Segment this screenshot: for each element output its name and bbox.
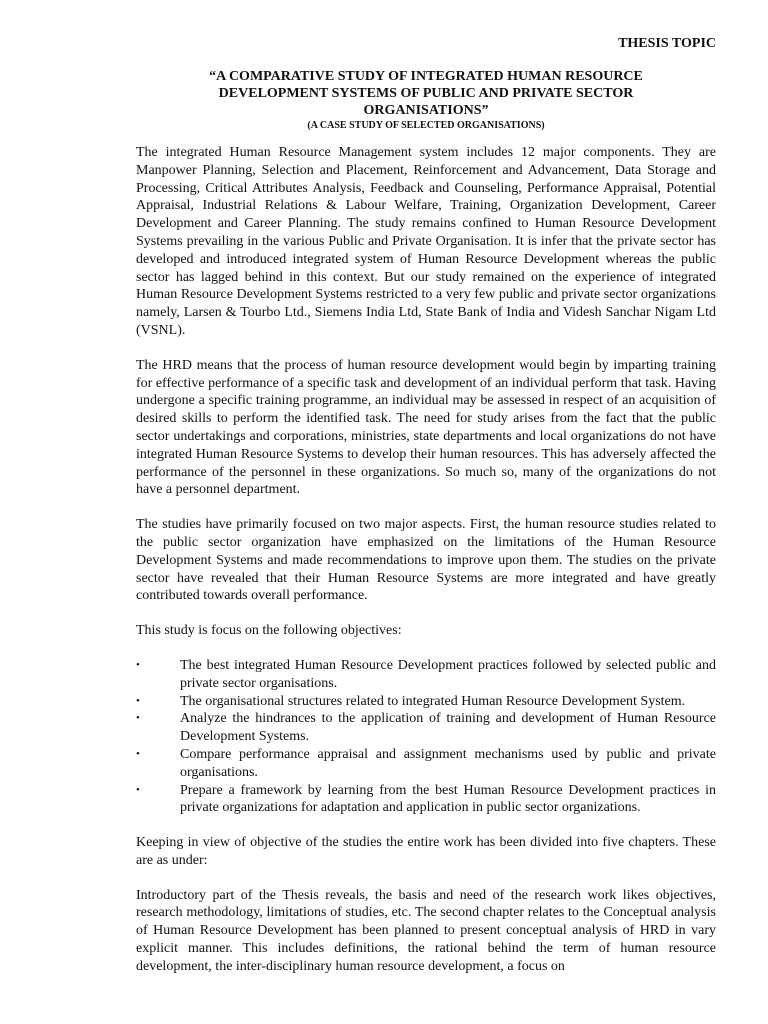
list-item-text: Analyze the hindrances to the application of training and development of Human Resource Development Systems. bbox=[180, 711, 716, 745]
list-item bbox=[136, 746, 716, 782]
thesis-title-line: “A COMPARATIVE STUDY OF INTEGRATED HUMAN RESOURCE bbox=[209, 69, 643, 84]
list-item bbox=[136, 710, 716, 746]
list-item-text: The organisational structures related to integrated Human Resource Development System. bbox=[180, 693, 686, 709]
thesis-title-line: ORGANISATIONS” bbox=[363, 103, 489, 118]
thesis-topic-label: THESIS TOPIC bbox=[618, 36, 716, 51]
paragraph-studies-focus: The studies have primarily focused on two major aspects. First, the human resource studies related to the public sector organization have emphasized on the limitations of the Human Resource Development Systems and made recommendations to improve upon them. The studies on the private sector have revealed that their Human Resource Systems are more integrated and have greatly contributed towards overall performance. bbox=[136, 517, 716, 604]
objectives-intro: This study is focus on the following objectives: bbox=[136, 623, 402, 639]
bullet-icon: • bbox=[136, 694, 140, 707]
objectives-list bbox=[136, 657, 716, 817]
list-item-text: Compare performance appraisal and assignment mechanisms used by public and private organisations. bbox=[180, 746, 716, 780]
bullet-icon: • bbox=[136, 747, 140, 760]
list-item-text: The best integrated Human Resource Development practices followed by selected public and private sector organisations. bbox=[180, 657, 716, 691]
paragraph-chapters-intro: Keeping in view of objective of the studies the entire work has been divided into five chapters. These are as under: bbox=[136, 835, 716, 868]
paragraph-hrd-meaning: The HRD means that the process of human resource development would begin by imparting training for effective performance of a specific task and development of an individual perform that task. Having undergone a specific training programme, an individual may be assessed in respect of an acquisition of desired skills to perform the identified task. The need for study arises from the fact that the public sector undertakings and corporations, ministries, state departments and local organizations do not have integrated Human Resource Systems to develop their human resources. This has adversely affected the performance of the personnel in these organizations. So much so, many of the organizations do not have a personnel department. bbox=[136, 357, 716, 498]
thesis-subtitle: (A CASE STUDY OF SELECTED ORGANISATIONS) bbox=[307, 120, 545, 131]
paragraph-hrm-components: The integrated Human Resource Management system includes 12 major components. They are Manpower Planning, Selection and Placement, Reinforcement and Advancement, Data Storage and Processing, Critical Attributes Analysis, Feedback and Counseling, Performance Appraisal, Potential Appraisal, Industrial Relations & Labour Welfare, Training, Organization Development, Career Development and Career Planning. The study remains confined to Human Resource Development Systems prevailing in the various Public and Private Organisation. It is infer that the private sector has developed and introduced integrated system of Human Resource Development whereas the public sector has lagged behind in this context. But our study remained on the experience of integrated Human Resource Development Systems restricted to a very few public and private sector organizations namely, Larsen & Tourbo Ltd., Siemens India Ltd, State Bank of India and Videsh Sanchar Nigam Ltd (VSNL). bbox=[136, 145, 716, 338]
list-item bbox=[136, 693, 716, 711]
list-item-text: Prepare a framework by learning from the best Human Resource Development practices in private organizations for adaptation and application in public sector organizations. bbox=[180, 782, 716, 816]
bullet-icon: • bbox=[136, 783, 140, 796]
thesis-title bbox=[136, 68, 716, 119]
thesis-title-line: DEVELOPMENT SYSTEMS OF PUBLIC AND PRIVATE SECTOR bbox=[218, 86, 634, 101]
bullet-icon: • bbox=[136, 712, 140, 725]
paragraph-introductory-part: Introductory part of the Thesis reveals, the basis and need of the research work likes objectives, research methodology, limitations of studies, etc. The second chapter relates to the Conceptual analysis of Human Resource Development has been planned to present conceptual analysis of HRD in vary explicit manner. This includes definitions, the rational behind the term of human resource development, the inter-disciplinary human resource development, a focus on bbox=[136, 887, 716, 974]
bullet-icon: • bbox=[136, 658, 140, 671]
list-item bbox=[136, 782, 716, 818]
list-item bbox=[136, 657, 716, 693]
